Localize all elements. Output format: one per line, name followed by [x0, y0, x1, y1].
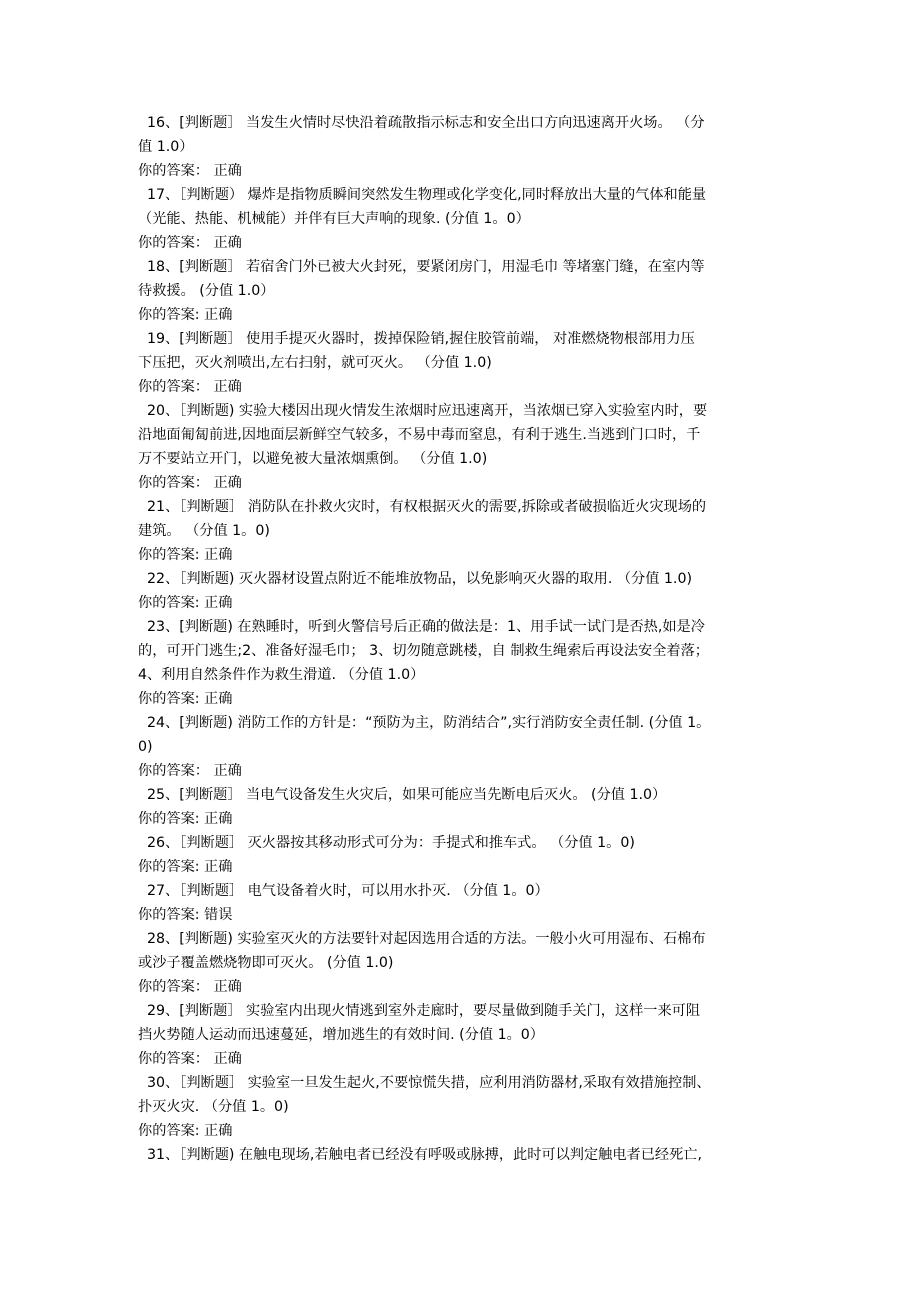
question-text: 31、［判断题) 在触电现场,若触电者已经没有呼吸或脉搏，此时可以判定触电者已经死亡, — [147, 1147, 702, 1163]
question-item — [138, 711, 798, 783]
question-item — [138, 831, 798, 879]
question-item — [138, 783, 798, 831]
question-item — [138, 327, 798, 399]
answer-line: 你的答案: 正确 — [138, 547, 233, 563]
question-text: 17、［判断题） 爆炸是指物质瞬间突然发生物理或化学变化,同时释放出大量的气体和能量 — [147, 187, 707, 203]
document-body — [138, 111, 798, 1167]
question-text: 30、［判断题］ 实验室一旦发生起火,不要惊慌失措，应利用消防器材,采取有效措施控制、 — [147, 1075, 711, 1091]
question-text-continued: 或沙子覆盖燃烧物即可灭火。 (分值 1.0) — [138, 955, 394, 971]
question-text: 25、[判断题］ 当电气设备发生火灾后，如果可能应当先断电后灭火。 (分值 1.0） — [147, 787, 667, 803]
question-text: 16、[判断题］ 当发生火情时尽快沿着疏散指示标志和安全出口方向迅速离开火场。 （分 — [147, 115, 705, 131]
question-text: 24、[判断题) 消防工作的方针是：“预防为主，防消结合”,实行消防安全责任制. (分值 1。 — [147, 715, 711, 731]
question-text-continued: 下压把，灭火剂喷出,左右扫射，就可灭火。 （分值 1.0) — [138, 355, 492, 371]
answer-line: 你的答案： 正确 — [138, 379, 242, 395]
question-item — [138, 399, 798, 495]
question-item — [138, 495, 798, 567]
answer-line: 你的答案: 正确 — [138, 691, 233, 707]
question-text-continued: 4、利用自然条件作为救生滑道. （分值 1.0） — [138, 667, 425, 683]
question-text-continued: 值 1.0） — [138, 139, 194, 155]
question-item — [138, 879, 798, 927]
answer-line: 你的答案: 正确 — [138, 811, 233, 827]
answer-line: 你的答案: 正确 — [138, 307, 233, 323]
question-text: 29、[判断题］ 实验室内出现火情逃到室外走廊时，要尽量做到随手关门，这样一来可阻 — [147, 1003, 701, 1019]
answer-line: 你的答案： 正确 — [138, 163, 242, 179]
question-item — [138, 183, 798, 255]
question-item — [138, 999, 798, 1071]
question-text: 21、［判断题］ 消防队在扑救火灾时，有权根据灭火的需要,拆除或者破损临近火灾现场的 — [147, 499, 707, 515]
question-item — [138, 1071, 798, 1143]
answer-line: 你的答案： 正确 — [138, 763, 242, 779]
question-text: 20、［判断题) 实验大楼因出现火情发生浓烟时应迅速离开，当浓烟已穿入实验室内时，要 — [147, 403, 708, 419]
question-text: 19、[判断题］ 使用手提灭火器时，拨掉保险销,握住胶管前端， 对准燃烧物根部用力压 — [147, 331, 695, 347]
question-text-continued: 0) — [138, 739, 153, 755]
answer-line: 你的答案： 正确 — [138, 979, 242, 995]
question-item — [138, 1143, 798, 1167]
question-text: 26、［判断题］ 灭火器按其移动形式可分为：手提式和推车式。 （分值 1。0) — [147, 835, 635, 851]
question-text-continued: 扑灭火灾. （分值 1。0) — [138, 1099, 289, 1115]
question-item — [138, 567, 798, 615]
question-text-continued: 的，可开门逃生;2、准备好湿毛巾； 3、切勿随意跳楼，自 制救生绳索后再设法安全着落； — [138, 643, 709, 659]
question-text-continued: 挡火势随人运动而迅速蔓延，增加逃生的有效时间. (分值 1。0） — [138, 1027, 544, 1043]
question-text: 28、[判断题) 实验室灭火的方法要针对起因选用合适的方法。一般小火可用湿布、石棉布 — [147, 931, 706, 947]
answer-line: 你的答案: 正确 — [138, 859, 233, 875]
question-item — [138, 615, 798, 711]
answer-line: 你的答案： 正确 — [138, 475, 242, 491]
answer-line: 你的答案： 正确 — [138, 235, 242, 251]
question-text: 18、[判断题］ 若宿舍门外已被大火封死，要紧闭房门，用湿毛巾 等堵塞门缝，在室内等 — [147, 259, 705, 275]
question-item — [138, 255, 798, 327]
question-text-continued: 待救援。 (分值 1.0） — [138, 283, 275, 299]
question-text: 27、［判断题］ 电气设备着火时，可以用水扑灭. （分值 1。0） — [147, 883, 549, 899]
answer-line: 你的答案: 正确 — [138, 595, 233, 611]
question-item — [138, 927, 798, 999]
question-text: 23、[判断题) 在熟睡时，听到火警信号后正确的做法是：1、用手试一试门是否热,如是冷 — [147, 619, 705, 635]
question-text-continued: 建筑。 （分值 1。0) — [138, 523, 270, 539]
question-item — [138, 111, 798, 183]
answer-line: 你的答案: 正确 — [138, 1123, 233, 1139]
question-text: 22、［判断题) 灭火器材设置点附近不能堆放物品，以免影响灭火器的取用. （分值 1.0) — [147, 571, 693, 587]
question-text-continued: 万不要站立开门，以避免被大量浓烟熏倒。 （分值 1.0) — [138, 451, 488, 467]
question-text-continued: 沿地面匍匐前进,因地面层新鲜空气较多，不易中毒而窒息，有利于逃生.当逃到门口时，千 — [138, 427, 701, 443]
answer-line: 你的答案: 错误 — [138, 907, 233, 923]
question-text-continued: （光能、热能、机械能）并伴有巨大声响的现象. (分值 1。0） — [138, 211, 530, 227]
answer-line: 你的答案： 正确 — [138, 1051, 242, 1067]
